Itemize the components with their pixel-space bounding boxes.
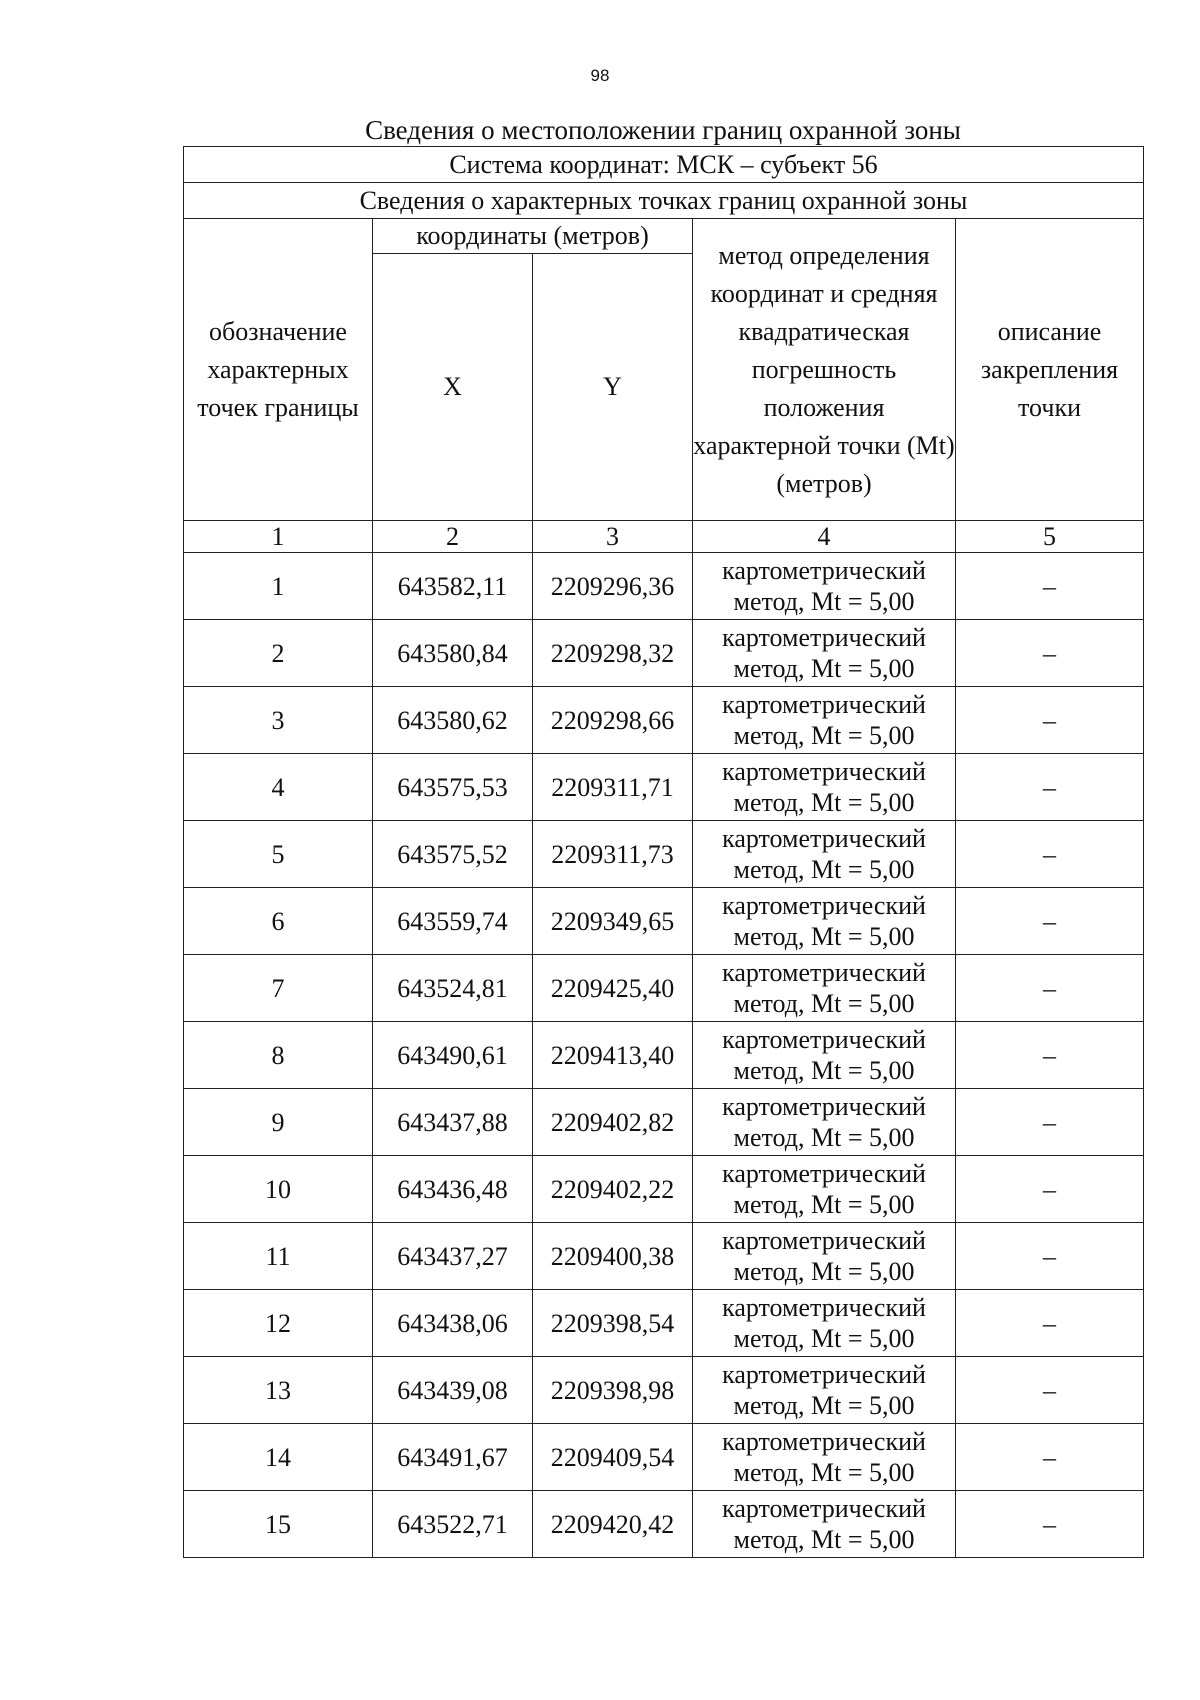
x-cell: 643491,67 [373, 1424, 533, 1491]
method-accuracy: метод, Mt = 5,00 [733, 1257, 915, 1286]
description-cell: – [956, 888, 1144, 955]
y-cell: 2209298,66 [533, 687, 693, 754]
coordinate-system-row [184, 147, 1144, 183]
method-accuracy: метод, Mt = 5,00 [733, 721, 915, 750]
method-cell [693, 1223, 956, 1290]
description-cell: – [956, 1022, 1144, 1089]
y-cell: 2209402,22 [533, 1156, 693, 1223]
point-cell: 11 [184, 1223, 373, 1290]
point-cell: 12 [184, 1290, 373, 1357]
header-coords: координаты (метров) [373, 219, 693, 254]
method-name: картометрический [722, 1360, 926, 1389]
description-cell: – [956, 1089, 1144, 1156]
x-cell: 643575,53 [373, 754, 533, 821]
column-number: 4 [693, 521, 956, 553]
header-x: X [373, 254, 533, 521]
method-accuracy: метод, Mt = 5,00 [733, 1190, 915, 1219]
boundary-points-table [183, 146, 1144, 1558]
point-cell: 13 [184, 1357, 373, 1424]
method-cell [693, 687, 956, 754]
x-cell: 643438,06 [373, 1290, 533, 1357]
x-cell: 643522,71 [373, 1491, 533, 1558]
method-accuracy: метод, Mt = 5,00 [733, 587, 915, 616]
column-numbers-row [184, 521, 1144, 553]
method-name: картометрический [722, 757, 926, 786]
table-row [184, 620, 1144, 687]
table-row [184, 754, 1144, 821]
method-accuracy: метод, Mt = 5,00 [733, 1458, 915, 1487]
point-cell: 15 [184, 1491, 373, 1558]
method-cell [693, 1022, 956, 1089]
table-row [184, 1424, 1144, 1491]
document-title: Сведения о местоположении границ охранной зоны [365, 115, 961, 145]
point-cell: 10 [184, 1156, 373, 1223]
header-method: метод определения координат и средняя квадратическая погрешность положения характерной точки (Mt) (метров) [693, 219, 956, 521]
point-cell: 5 [184, 821, 373, 888]
description-cell: – [956, 1223, 1144, 1290]
x-cell: 643580,62 [373, 687, 533, 754]
method-accuracy: метод, Mt = 5,00 [733, 922, 915, 951]
method-name: картометрический [722, 623, 926, 652]
column-number: 3 [533, 521, 693, 553]
x-cell: 643437,88 [373, 1089, 533, 1156]
description-cell: – [956, 1424, 1144, 1491]
method-name: картометрический [722, 1494, 926, 1523]
y-cell: 2209398,54 [533, 1290, 693, 1357]
table-row [184, 1357, 1144, 1424]
y-cell: 2209398,98 [533, 1357, 693, 1424]
header-point: обозначение характерных точек границы [184, 219, 373, 521]
page-number: 98 [590, 66, 610, 85]
description-cell: – [956, 1156, 1144, 1223]
method-name: картометрический [722, 1427, 926, 1456]
method-accuracy: метод, Mt = 5,00 [733, 989, 915, 1018]
section-title: Сведения о характерных точках границ охранной зоны [184, 183, 1144, 219]
x-cell: 643490,61 [373, 1022, 533, 1089]
y-cell: 2209413,40 [533, 1022, 693, 1089]
point-cell: 14 [184, 1424, 373, 1491]
method-accuracy: метод, Mt = 5,00 [733, 1123, 915, 1152]
method-name: картометрический [722, 891, 926, 920]
method-name: картометрический [722, 1226, 926, 1255]
method-accuracy: метод, Mt = 5,00 [733, 1525, 915, 1554]
method-cell [693, 888, 956, 955]
point-cell: 4 [184, 754, 373, 821]
point-cell: 2 [184, 620, 373, 687]
method-name: картометрический [722, 958, 926, 987]
method-name: картометрический [722, 824, 926, 853]
method-accuracy: метод, Mt = 5,00 [733, 855, 915, 884]
method-name: картометрический [722, 1159, 926, 1188]
table-row [184, 1156, 1144, 1223]
table-row [184, 553, 1144, 620]
column-number: 5 [956, 521, 1144, 553]
description-cell: – [956, 1357, 1144, 1424]
method-cell [693, 553, 956, 620]
header-y: Y [533, 254, 693, 521]
table-row [184, 1223, 1144, 1290]
method-cell [693, 1424, 956, 1491]
table-row [184, 1022, 1144, 1089]
x-cell: 643439,08 [373, 1357, 533, 1424]
column-number: 1 [184, 521, 373, 553]
y-cell: 2209400,38 [533, 1223, 693, 1290]
table-row [184, 1290, 1144, 1357]
method-cell [693, 1156, 956, 1223]
point-cell: 7 [184, 955, 373, 1022]
method-cell [693, 1357, 956, 1424]
table-row [184, 687, 1144, 754]
x-cell: 643436,48 [373, 1156, 533, 1223]
x-cell: 643582,11 [373, 553, 533, 620]
method-cell [693, 821, 956, 888]
column-number: 2 [373, 521, 533, 553]
point-cell: 6 [184, 888, 373, 955]
description-cell: – [956, 1491, 1144, 1558]
method-name: картометрический [722, 1092, 926, 1121]
x-cell: 643559,74 [373, 888, 533, 955]
method-name: картометрический [722, 1025, 926, 1054]
method-cell [693, 620, 956, 687]
description-cell: – [956, 955, 1144, 1022]
y-cell: 2209425,40 [533, 955, 693, 1022]
point-cell: 9 [184, 1089, 373, 1156]
table-row [184, 888, 1144, 955]
y-cell: 2209349,65 [533, 888, 693, 955]
description-cell: – [956, 687, 1144, 754]
table-row [184, 1491, 1144, 1558]
method-accuracy: метод, Mt = 5,00 [733, 654, 915, 683]
table-row [184, 821, 1144, 888]
point-cell: 1 [184, 553, 373, 620]
y-cell: 2209409,54 [533, 1424, 693, 1491]
method-cell [693, 955, 956, 1022]
method-name: картометрический [722, 690, 926, 719]
description-cell: – [956, 754, 1144, 821]
table-row [184, 955, 1144, 1022]
method-cell [693, 754, 956, 821]
section-title-row [184, 183, 1144, 219]
y-cell: 2209296,36 [533, 553, 693, 620]
method-cell [693, 1290, 956, 1357]
point-cell: 8 [184, 1022, 373, 1089]
description-cell: – [956, 553, 1144, 620]
header-description: описание закрепления точки [956, 219, 1144, 521]
y-cell: 2209402,82 [533, 1089, 693, 1156]
method-cell [693, 1089, 956, 1156]
x-cell: 643580,84 [373, 620, 533, 687]
method-accuracy: метод, Mt = 5,00 [733, 788, 915, 817]
method-accuracy: метод, Mt = 5,00 [733, 1056, 915, 1085]
y-cell: 2209311,73 [533, 821, 693, 888]
description-cell: – [956, 620, 1144, 687]
point-cell: 3 [184, 687, 373, 754]
description-cell: – [956, 821, 1144, 888]
table-row [184, 1089, 1144, 1156]
method-cell [693, 1491, 956, 1558]
method-name: картометрический [722, 556, 926, 585]
y-cell: 2209298,32 [533, 620, 693, 687]
method-name: картометрический [722, 1293, 926, 1322]
y-cell: 2209311,71 [533, 754, 693, 821]
x-cell: 643524,81 [373, 955, 533, 1022]
method-accuracy: метод, Mt = 5,00 [733, 1324, 915, 1353]
method-accuracy: метод, Mt = 5,00 [733, 1391, 915, 1420]
header-row [184, 219, 1144, 254]
description-cell: – [956, 1290, 1144, 1357]
x-cell: 643437,27 [373, 1223, 533, 1290]
y-cell: 2209420,42 [533, 1491, 693, 1558]
coordinate-system-label: Система координат: МСК – субъект 56 [184, 147, 1144, 183]
x-cell: 643575,52 [373, 821, 533, 888]
